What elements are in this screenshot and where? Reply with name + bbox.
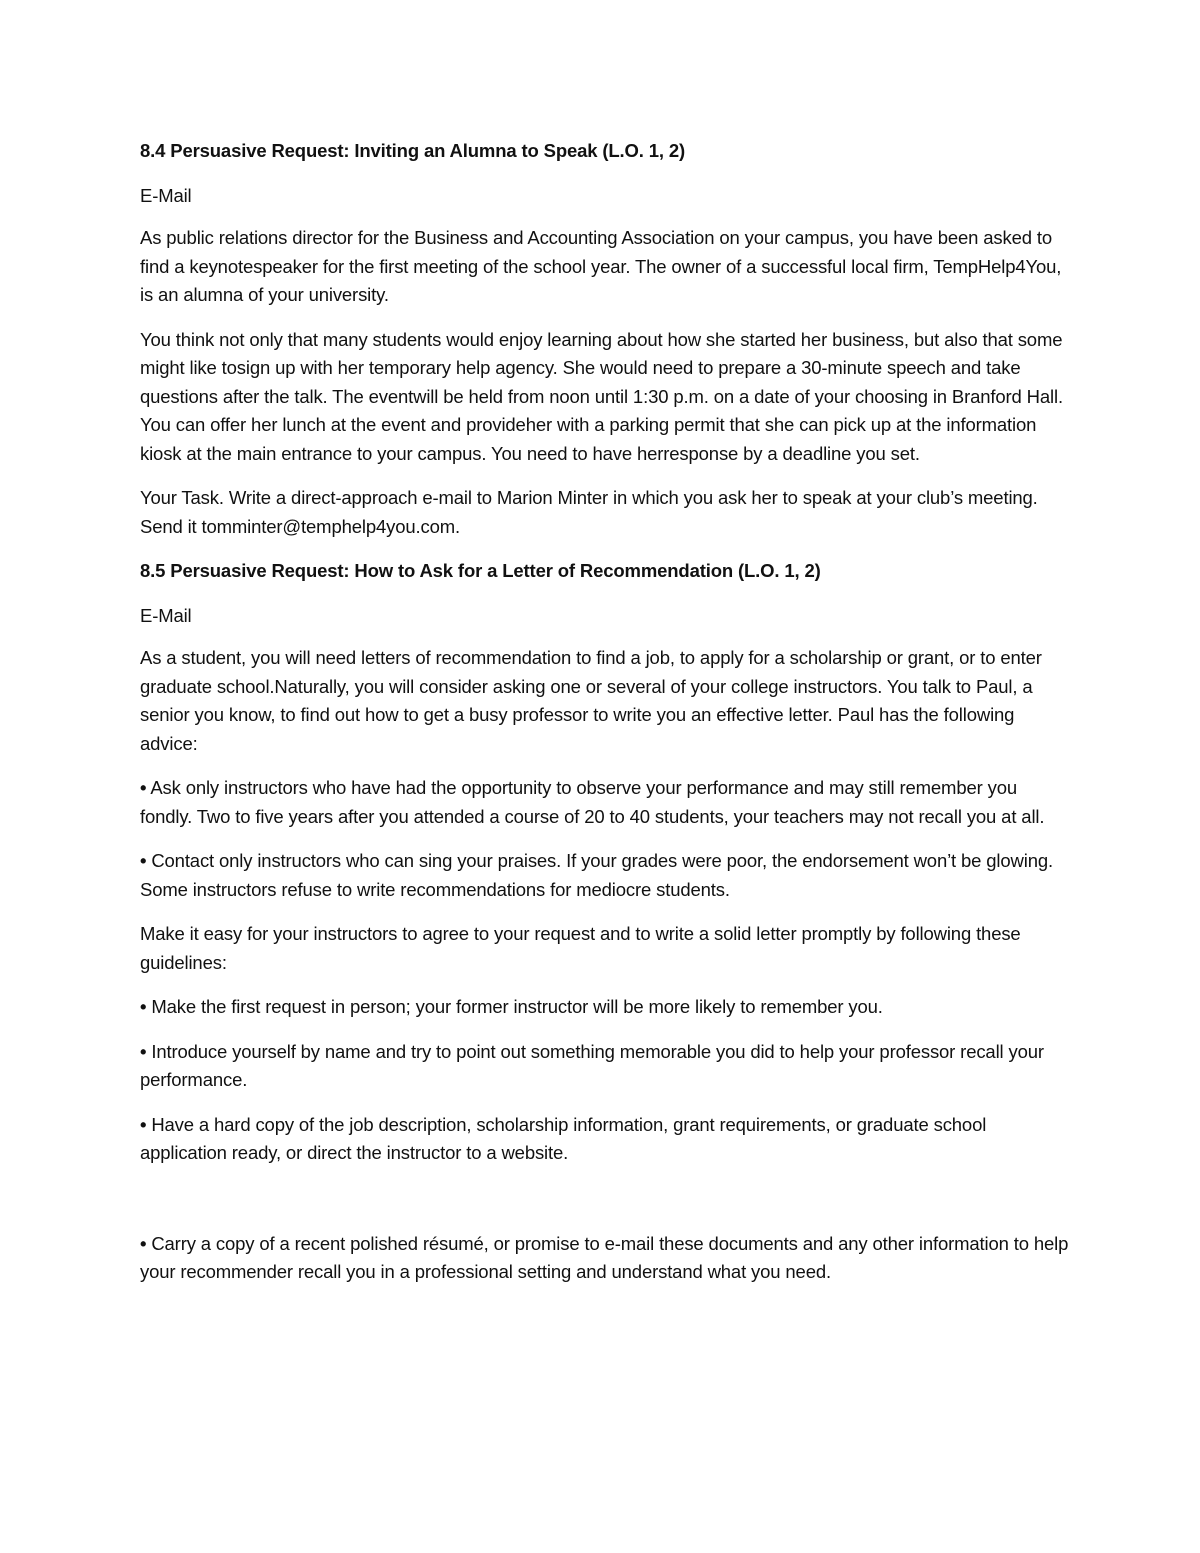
section-8-4-subheading: E-Mail <box>140 184 192 206</box>
advice-bullet <box>140 847 1070 904</box>
bullet-icon: • <box>140 1040 147 1062</box>
section-8-4-paragraph: You think not only that many students would enjoy learning about how she started her business, but also that some might like tosign up with her temporary help agency. She would need to prepare a 30-minute speech and take questions after the talk. The eventwill be held from noon until 1:30 p.m. on a date of your choosing in Branford Hall. You can offer her lunch at the event and provideher with a parking permit that she can pick up at the information kiosk at the main entrance to your campus. You need to have herresponse by a deadline you set. <box>140 328 1063 464</box>
advice-bullet <box>140 774 1070 831</box>
guideline-bullet <box>140 1111 1070 1168</box>
guidelines-intro: Make it easy for your instructors to agree to your request and to write a solid letter promptly by following these guidelines: <box>140 923 1021 973</box>
section-8-4-heading: 8.4 Persuasive Request: Inviting an Alumna to Speak (L.O. 1, 2) <box>140 140 686 161</box>
guideline-bullet <box>140 1038 1070 1095</box>
advice-bullet-text: Ask only instructors who have had the opportunity to observe your performance and may still remember you fondly. Two to five years after you attended a course of 20 to 40 students, your teachers may not recall you at all. <box>140 777 1045 827</box>
section-8-5-subheading: E-Mail <box>140 604 192 626</box>
section-8-5-intro: As a student, you will need letters of recommendation to find a job, to apply for a scholarship or grant, or to enter graduate school.Naturally, you will consider asking one or several of your college instructors. You talk to Paul, a senior you know, to find out how to get a busy professor to write you an effective letter. Paul has the following advice: <box>140 647 1042 754</box>
section-8-4-paragraph: As public relations director for the Business and Accounting Association on your campus, you have been asked to find a keynotespeaker for the first meeting of the school year. The owner of a successful local firm, TempHelp4You, is an alumna of your university. <box>140 227 1062 305</box>
final-guideline-bullet-text: Carry a copy of a recent polished résumé, or promise to e-mail these documents and any other information to help your recommender recall you in a professional setting and understand what you need. <box>140 1232 1069 1282</box>
advice-bullet-text: Contact only instructors who can sing your praises. If your grades were poor, the endorsement won’t be glowing. Some instructors refuse to write recommendations for mediocre students. <box>140 850 1053 900</box>
bullet-icon: • <box>140 1232 147 1254</box>
bullet-icon: • <box>140 1113 147 1135</box>
blank-gap <box>140 1184 1070 1230</box>
guideline-bullet-text: Have a hard copy of the job description, scholarship information, grant requirements, or graduate school application ready, or direct the instructor to a website. <box>140 1113 987 1163</box>
section-8-5-heading: 8.5 Persuasive Request: How to Ask for a Letter of Recommendation (L.O. 1, 2) <box>140 560 821 581</box>
document-content <box>140 137 1070 1287</box>
bullet-icon: • <box>140 777 147 798</box>
bullet-icon: • <box>140 996 147 1017</box>
guideline-bullet <box>140 993 1070 1022</box>
bullet-icon: • <box>140 850 147 871</box>
final-guideline-bullet <box>140 1230 1070 1287</box>
section-8-4-task-paragraph: Your Task. Write a direct-approach e-mail to Marion Minter in which you ask her to speak at your club’s meeting. Send it tomminter@temphelp4you.com. <box>140 487 1038 537</box>
guideline-bullet-text: Introduce yourself by name and try to point out something memorable you did to help your professor recall your performance. <box>140 1040 1044 1090</box>
guideline-bullet-text: Make the first request in person; your former instructor will be more likely to remember you. <box>151 996 883 1017</box>
